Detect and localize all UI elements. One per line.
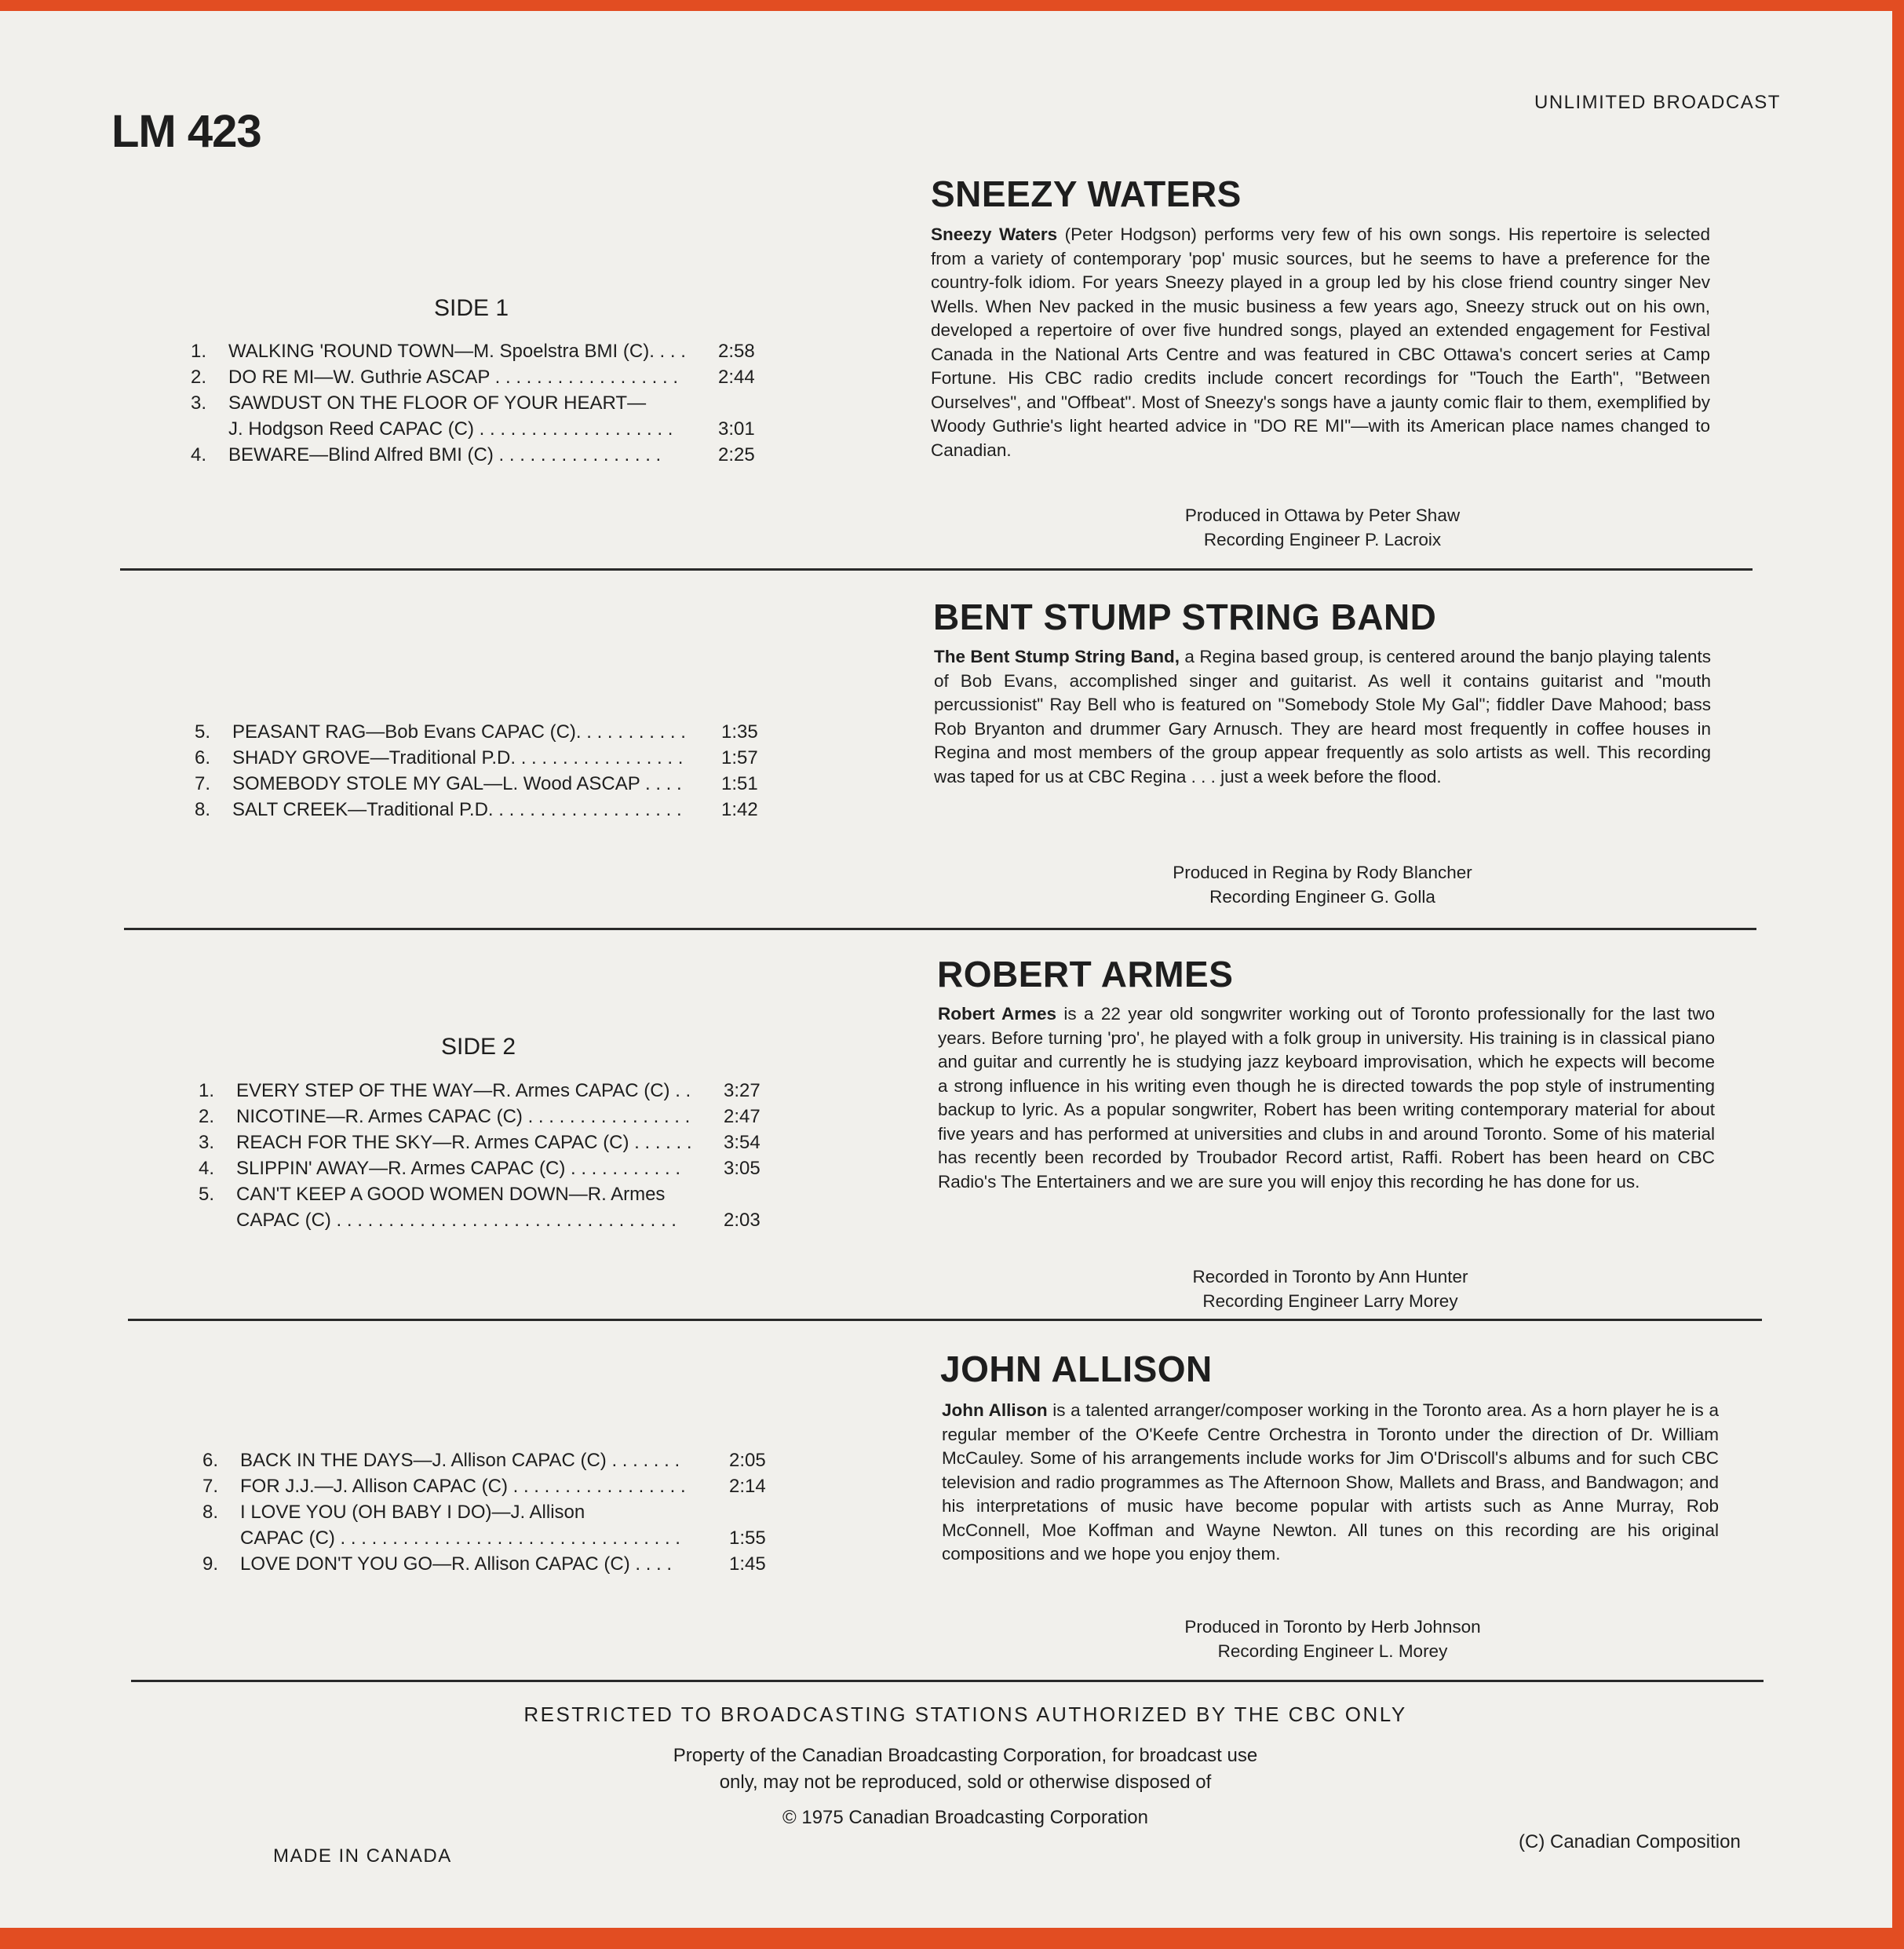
track-title: LOVE DON'T YOU GO—R. Allison CAPAC (C) . . . . (240, 1553, 673, 1575)
track-duration: 1:42 (721, 799, 758, 820)
track-number: 3. (191, 392, 207, 414)
track-title: I LOVE YOU (OH BABY I DO)—J. Allison (240, 1502, 585, 1523)
track-title: FOR J.J.—J. Allison CAPAC (C) . . . . . . . . . . . . . . . . . (240, 1476, 686, 1497)
producer-credit: Produced in Ottawa by Peter Shaw (1184, 505, 1461, 525)
series-label: UNLIMITED BROADCAST (1534, 92, 1781, 113)
ownership-notice (549, 1743, 1381, 1796)
track-number: 8. (195, 799, 211, 820)
track-title: EVERY STEP OF THE WAY—R. Armes CAPAC (C) . . (236, 1080, 691, 1101)
track-title: PEASANT RAG—Bob Evans CAPAC (C). . . . . . . . . . . (232, 721, 686, 743)
track-title: CAPAC (C) . . . . . . . . . . . . . . . . . . . . . . . . . . . . . . . . . (240, 1527, 680, 1549)
track-number: 5. (199, 1184, 215, 1205)
track-duration: 2:03 (724, 1210, 761, 1231)
artist-bio-lead: John Allison (942, 1400, 1048, 1420)
track-number: 8. (202, 1502, 219, 1523)
track-number: 7. (202, 1476, 219, 1497)
side2-tracklist-a (199, 1072, 779, 1237)
track-duration: 1:45 (729, 1553, 766, 1575)
track-duration: 3:27 (724, 1080, 761, 1101)
side2-tracklist-b (202, 1442, 783, 1583)
producer-credit: Produced in Toronto by Herb Johnson (1184, 1617, 1481, 1637)
track-number: 2. (191, 367, 207, 388)
side2-heading: SIDE 2 (441, 1034, 516, 1060)
engineer-credit: Recording Engineer L. Morey (1217, 1641, 1448, 1661)
track-number: 6. (202, 1450, 219, 1471)
artist-bio (942, 1399, 1719, 1567)
section-divider (131, 1680, 1764, 1682)
track-title: DO RE MI—W. Guthrie ASCAP . . . . . . . . . . . . . . . . . . (228, 367, 679, 388)
record-jacket-back (0, 11, 1892, 1928)
artist-bio-lead: The Bent Stump String Band, (934, 647, 1180, 666)
section-divider (120, 568, 1753, 571)
track-title: SOMEBODY STOLE MY GAL—L. Wood ASCAP . . . . (232, 773, 682, 794)
production-credits (1083, 504, 1562, 552)
track-duration: 2:05 (729, 1450, 766, 1471)
production-credits (1093, 1615, 1572, 1663)
track-duration: 1:57 (721, 747, 758, 768)
artist-bio-lead: Robert Armes (938, 1004, 1057, 1024)
artist-bio-text: (Peter Hodgson) performs very few of his own songs. His repertoire is selected from a variety of contemporary 'pop' music sources, but he seems to have a preference for the country-folk idiom. For years Sneezy played in a group led by his close friend country singer Nev Wells. When Nev packed in the music business a few years ago, Sneezy struck out on his own, developed a repertoire of over five hundred songs, played an extended engagement for Festival Canada in the National Arts Centre and was featured in CBC Ottawa's concert series at Camp Fortune. His CBC radio credits include concert recordings for "Touch the Earth", "Between Ourselves", and "Offbeat". Most of Sneezy's songs have a jaunty comic flair to them, exemplified by Woody Guthrie's light hearted advice in "DO RE MI"—with its American place names changed to Canadian. (931, 224, 1711, 460)
track-duration: 2:14 (729, 1476, 766, 1497)
track-duration: 3:54 (724, 1132, 761, 1153)
side1-tracklist-a (191, 333, 764, 474)
track-title: NICOTINE—R. Armes CAPAC (C) . . . . . . . . . . . . . . . . (236, 1106, 691, 1127)
track-title: SLIPPIN' AWAY—R. Armes CAPAC (C) . . . . . . . . . . . (236, 1158, 681, 1179)
track-number: 9. (202, 1553, 219, 1575)
artist-bio (934, 645, 1711, 789)
track-title: J. Hodgson Reed CAPAC (C) . . . . . . . . . . . . . . . . . . . (228, 418, 673, 440)
track-duration: 2:47 (724, 1106, 761, 1127)
track-title: REACH FOR THE SKY—R. Armes CAPAC (C) . . . . . . (236, 1132, 692, 1153)
track-duration: 1:51 (721, 773, 758, 794)
track-title: CAN'T KEEP A GOOD WOMEN DOWN—R. Armes (236, 1184, 666, 1205)
artist-heading: BENT STUMP STRING BAND (933, 597, 1437, 637)
track-title: BEWARE—Blind Alfred BMI (C) . . . . . . . . . . . . . . . . (228, 444, 662, 465)
engineer-credit: Recording Engineer P. Lacroix (1203, 529, 1442, 549)
artist-bio (931, 223, 1710, 462)
track-duration: 2:44 (718, 367, 755, 388)
producer-credit: Recorded in Toronto by Ann Hunter (1192, 1267, 1468, 1287)
canadian-composition-note: (C) Canadian Composition (1519, 1831, 1741, 1852)
track-number: 1. (199, 1080, 215, 1101)
track-duration: 3:05 (724, 1158, 761, 1179)
artist-bio-text: is a 22 year old songwriter working out of Toronto professionally for the last two years. Before turning 'pro', he played with a folk group in university. His training is in classical piano and guitar and currently he is studying jazz keyboard improvisation, which he expects will become a strong influence in his writing even though he is directed towards the pop style of instrumenting backup to lyric. As a popular songwriter, Robert has been writing contemporary material for about five years and has performed at universities and clubs in and around Toronto. Some of his material has recently been recorded by Troubador Record artist, Raffi. Robert has been heard on CBC Radio's The Entertainers and we are sure you will enjoy this recording he has done for us. (938, 1004, 1716, 1192)
side1-heading: SIDE 1 (434, 295, 509, 321)
artist-bio-lead: Sneezy Waters (931, 224, 1058, 244)
section-divider (128, 1319, 1762, 1321)
artist-heading: SNEEZY WATERS (931, 173, 1242, 214)
track-title: SHADY GROVE—Traditional P.D. . . . . . . . . . . . . . . . . (232, 747, 684, 768)
track-duration: 1:35 (721, 721, 758, 743)
artist-heading: ROBERT ARMES (937, 954, 1234, 995)
track-number: 6. (195, 747, 211, 768)
track-number: 2. (199, 1106, 215, 1127)
engineer-credit: Recording Engineer Larry Morey (1202, 1290, 1458, 1311)
artist-bio-text: is a talented arranger/composer working in the Toronto area. As a horn player he is a regular member of the O'Keefe Centre Orchestra in Toronto under the direction of Dr. William McCauley. Some of his arrangements include works for Jim O'Driscoll's albums and for such CBC television and radio programmes as The Afternoon Show, Mallets and Brass, and Bandwagon; and his interpretations of music have become popular with artists such as Anne Murray, Rob McConnell, Moe Koffman and Wayne Newton. All tunes on this recording are his original compositions and we hope you enjoy them. (942, 1400, 1719, 1564)
artist-heading: JOHN ALLISON (940, 1349, 1213, 1389)
copyright-notice: © 1975 Canadian Broadcasting Corporation (782, 1807, 1148, 1828)
track-duration: 1:55 (729, 1527, 766, 1549)
track-duration: 3:01 (718, 418, 755, 440)
section-divider (124, 928, 1756, 930)
broadcast-restriction: RESTRICTED TO BROADCASTING STATIONS AUTHORIZED BY THE CBC ONLY (523, 1703, 1407, 1726)
producer-credit: Produced in Regina by Rody Blancher (1173, 863, 1472, 882)
track-title: CAPAC (C) . . . . . . . . . . . . . . . . . . . . . . . . . . . . . . . . . (236, 1210, 677, 1231)
catalog-number: LM 423 (111, 106, 261, 157)
track-number: 4. (199, 1158, 215, 1179)
track-title: SAWDUST ON THE FLOOR OF YOUR HEART— (228, 392, 647, 414)
track-duration: 2:25 (718, 444, 755, 465)
track-duration: 2:58 (718, 341, 755, 362)
track-number: 4. (191, 444, 207, 465)
track-number: 7. (195, 773, 211, 794)
production-credits (1083, 861, 1562, 909)
track-number: 5. (195, 721, 211, 743)
track-title: SALT CREEK—Traditional P.D. . . . . . . . . . . . . . . . . . . (232, 799, 682, 820)
made-in-label: MADE IN CANADA (273, 1845, 452, 1867)
track-title: WALKING 'ROUND TOWN—M. Spoelstra BMI (C). . . . (228, 341, 686, 362)
track-number: 1. (191, 341, 207, 362)
engineer-credit: Recording Engineer G. Golla (1209, 886, 1435, 907)
artist-bio-text: a Regina based group, is centered around the banjo playing talents of Bob Evans, accomplished singer and guitarist. As well it contains guitarist and "mouth percussionist" Ray Bell who is featured on "Somebody Stole My Gal"; fiddler Dave Mahood; bass Rob Bryanton and drummer Gary Arnusch. They are heard most frequently in coffee houses in Regina and most members of the group appear frequently as solo artists as well. This recording was taped for us at CBC Regina . . . just a week before the flood. (934, 647, 1711, 787)
track-title: BACK IN THE DAYS—J. Allison CAPAC (C) . . . . . . . (240, 1450, 680, 1471)
production-credits (1091, 1265, 1570, 1313)
ownership-line-2: only, may not be reproduced, sold or otherwise disposed of (719, 1772, 1212, 1793)
ownership-line-1: Property of the Canadian Broadcasting Corporation, for broadcast use (673, 1745, 1258, 1766)
artist-bio (938, 1002, 1715, 1194)
track-number: 3. (199, 1132, 215, 1153)
side1-tracklist-b (195, 714, 768, 823)
